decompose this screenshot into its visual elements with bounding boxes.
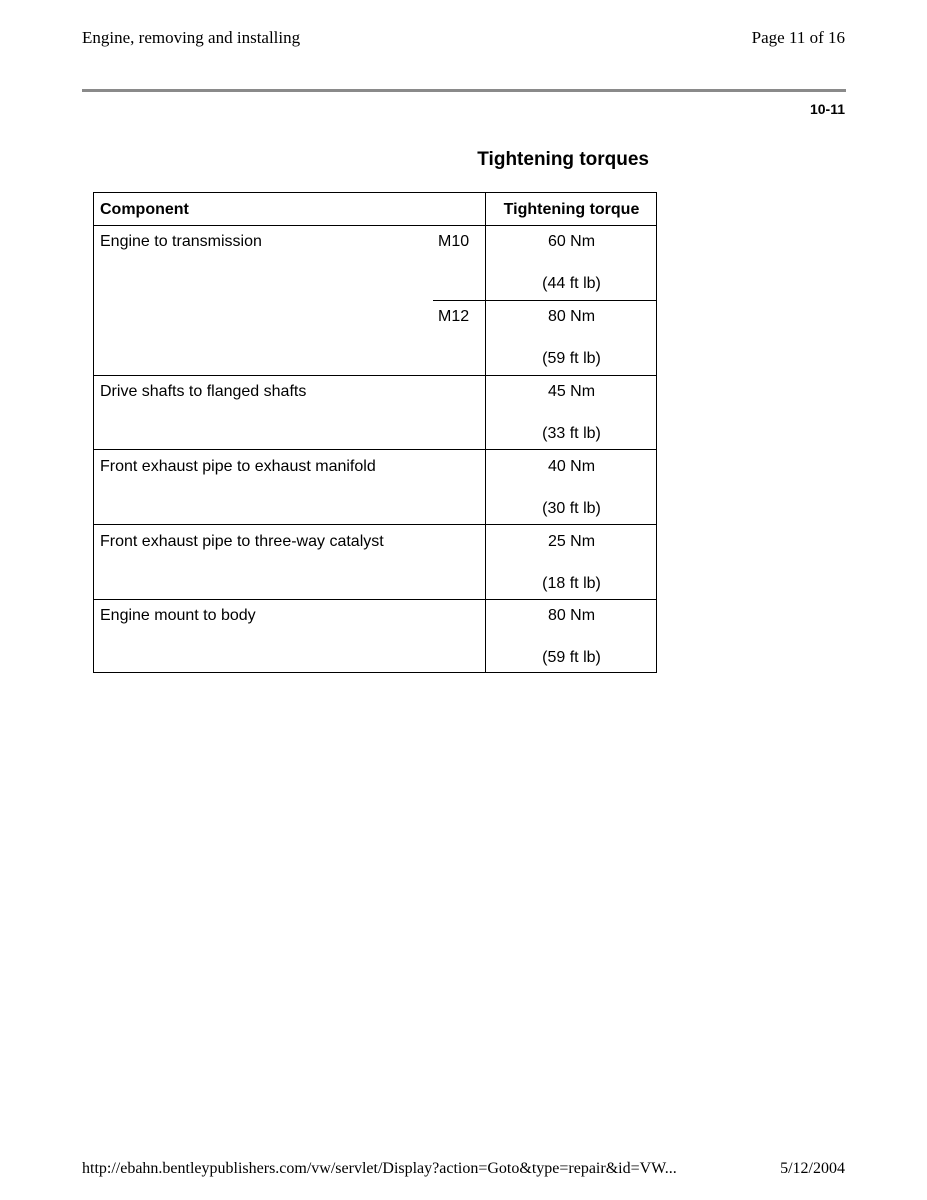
table-row-component: Engine to transmission [100,233,262,250]
torque-imperial: (59 ft lb) [542,350,601,367]
footer-date: 5/12/2004 [780,1160,845,1177]
torque-table [93,192,657,673]
section-number: 10-11 [809,101,845,117]
torque-imperial: (44 ft lb) [542,275,601,292]
torque-metric: 45 Nm [547,383,596,400]
row-divider [94,524,656,525]
bolt-size-divider [433,300,656,301]
torque-metric: 40 Nm [547,458,596,475]
row-divider [94,449,656,450]
table-row-component: Front exhaust pipe to three-way catalyst [100,533,384,550]
torque-imperial: (30 ft lb) [542,500,601,517]
row-divider [94,599,656,600]
torque-metric: 60 Nm [547,233,596,250]
header-component: Component [100,201,189,218]
table-row-component: Drive shafts to flanged shafts [100,383,307,400]
document-title: Engine, removing and installing [82,28,301,47]
bolt-size: M10 [438,233,470,250]
page-counter: Page 11 of 16 [751,28,845,47]
row-divider [94,375,656,376]
footer-url: http://ebahn.bentleypublishers.com/vw/servlet/Display?action=Goto&type=repair&id=VW... [82,1160,677,1177]
header-row-divider [94,225,656,226]
table-row-component: Front exhaust pipe to exhaust manifold [100,458,376,475]
torque-metric: 80 Nm [547,308,596,325]
torque-imperial: (18 ft lb) [542,575,601,592]
torque-metric: 80 Nm [547,607,596,624]
header-torque: Tightening torque [503,201,640,218]
header-divider [82,89,846,92]
table-title: Tightening torques [477,149,649,170]
torque-imperial: (33 ft lb) [542,425,601,442]
table-row-component: Engine mount to body [100,607,256,624]
bolt-size: M12 [438,308,470,325]
torque-metric: 25 Nm [547,533,596,550]
torque-imperial: (59 ft lb) [542,649,601,666]
